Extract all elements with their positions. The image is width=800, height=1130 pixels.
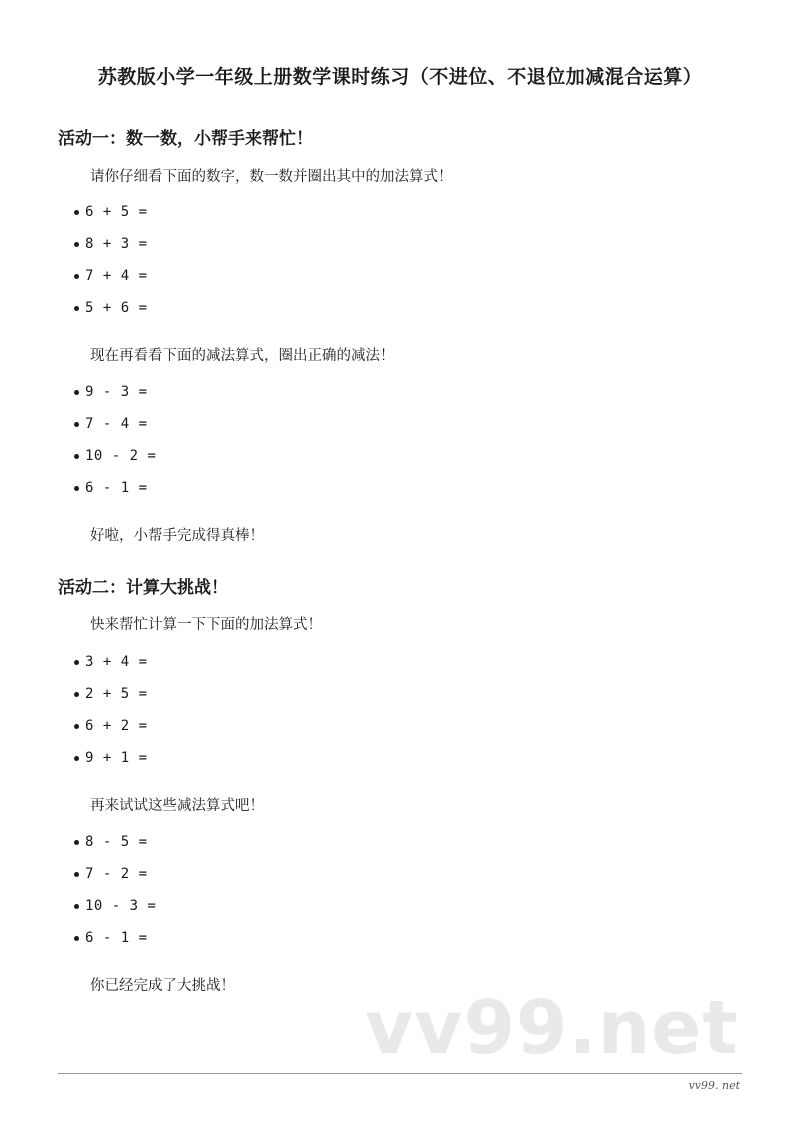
- list-item: [74, 268, 148, 284]
- activity2-intro-addition: 快来帮忙计算一下下面的加法算式！: [90, 617, 322, 633]
- activity2-closing: 你已经完成了大挑战！: [90, 978, 235, 994]
- list-item: [74, 204, 148, 220]
- list-item: [74, 654, 148, 670]
- equation-text: 9 - 3 =: [85, 384, 148, 400]
- bullet-icon: [74, 904, 79, 909]
- list-item: [74, 236, 148, 252]
- bullet-icon: [74, 422, 79, 427]
- activity2-heading: 活动二：计算大挑战！: [58, 578, 228, 598]
- equation-text: 6 - 1 =: [85, 930, 148, 946]
- bullet-icon: [74, 872, 79, 877]
- equation-text: 6 + 5 =: [85, 204, 148, 220]
- activity2-intro-subtraction: 再来试试这些减法算式吧！: [90, 798, 264, 814]
- list-item: [74, 448, 156, 464]
- equation-text: 10 - 3 =: [85, 898, 157, 914]
- equation-text: 6 - 1 =: [85, 480, 148, 496]
- list-item: [74, 416, 148, 432]
- list-item: [74, 750, 148, 766]
- bullet-icon: [74, 660, 79, 665]
- list-item: [74, 686, 148, 702]
- list-item: [74, 480, 148, 496]
- activity1-heading: 活动一：数一数，小帮手来帮忙！: [58, 129, 313, 149]
- bullet-icon: [74, 390, 79, 395]
- list-item: [74, 384, 148, 400]
- document-title: 苏教版小学一年级上册数学课时练习（不进位、不退位加减混合运算）: [97, 66, 703, 88]
- list-item: [74, 718, 148, 734]
- bullet-icon: [74, 242, 79, 247]
- equation-text: 7 + 4 =: [85, 268, 148, 284]
- equation-text: 5 + 6 =: [85, 300, 148, 316]
- equation-text: 7 - 4 =: [85, 416, 148, 432]
- bullet-icon: [74, 936, 79, 941]
- footer-divider: [58, 1073, 742, 1074]
- list-item: [74, 930, 148, 946]
- equation-text: 9 + 1 =: [85, 750, 148, 766]
- bullet-icon: [74, 274, 79, 279]
- equation-text: 8 + 3 =: [85, 236, 148, 252]
- equation-text: 8 - 5 =: [85, 834, 148, 850]
- list-item: [74, 300, 148, 316]
- footer-site-text: vv99. net: [688, 1079, 740, 1092]
- bullet-icon: [74, 454, 79, 459]
- equation-text: 6 + 2 =: [85, 718, 148, 734]
- bullet-icon: [74, 210, 79, 215]
- activity1-closing: 好啦，小帮手完成得真棒！: [90, 528, 264, 544]
- equation-text: 7 - 2 =: [85, 866, 148, 882]
- bullet-icon: [74, 692, 79, 697]
- activity1-intro-subtraction: 现在再看看下面的减法算式，圈出正确的减法！: [90, 348, 395, 364]
- bullet-icon: [74, 724, 79, 729]
- watermark: vv99.net: [365, 985, 739, 1071]
- bullet-icon: [74, 840, 79, 845]
- bullet-icon: [74, 486, 79, 491]
- list-item: [74, 898, 156, 914]
- bullet-icon: [74, 306, 79, 311]
- equation-text: 10 - 2 =: [85, 448, 157, 464]
- list-item: [74, 834, 148, 850]
- activity1-intro-addition: 请你仔细看下面的数字，数一数并圈出其中的加法算式！: [90, 169, 453, 185]
- equation-text: 2 + 5 =: [85, 686, 148, 702]
- list-item: [74, 866, 148, 882]
- equation-text: 3 + 4 =: [85, 654, 148, 670]
- bullet-icon: [74, 756, 79, 761]
